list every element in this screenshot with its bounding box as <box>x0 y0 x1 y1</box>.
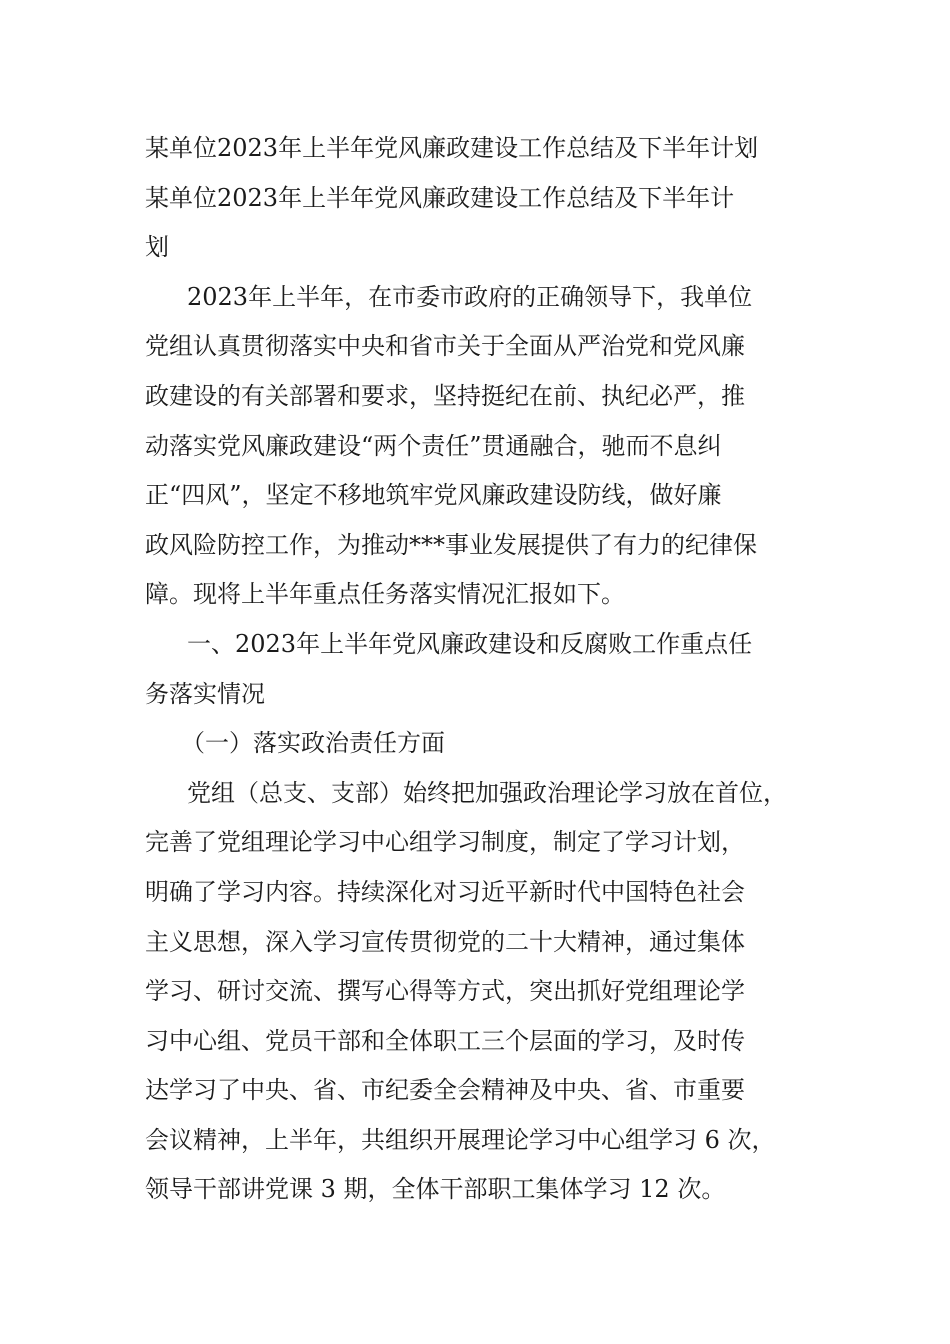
document-title: 某单位2023年上半年党风廉政建设工作总结及下半年计划 <box>145 134 759 162</box>
paragraph-line: 学习、研讨交流、撰写心得等方式，突出抓好党组理论学 <box>145 977 745 1006</box>
paragraph-line: 达学习了中央、省、市纪委全会精神及中央、省、市重要 <box>145 1076 745 1105</box>
paragraph-line: 领导干部讲党课 3 期，全体干部职工集体学习 12 次。 <box>145 1175 726 1204</box>
document-title-repeat-end: 划 <box>145 233 169 262</box>
paragraph-line: 政风险防控工作，为推动***事业发展提供了有力的纪律保 <box>145 530 757 559</box>
document-page <box>145 124 813 1215</box>
section-heading: 务落实情况 <box>145 679 265 708</box>
paragraph-line: 障。现将上半年重点任务落实情况汇报如下。 <box>145 580 625 609</box>
paragraph-line: 政建设的有关部署和要求，坚持挺纪在前、执纪必严，推 <box>145 381 745 410</box>
subsection-heading: （一）落实政治责任方面 <box>181 729 445 758</box>
paragraph-line: 主义思想，深入学习宣传贯彻党的二十大精神，通过集体 <box>145 927 745 956</box>
paragraph-line: 正“四风”，坚定不移地筑牢党风廉政建设防线，做好廉 <box>145 481 722 510</box>
paragraph-line: 动落实党风廉政建设“两个责任”贯通融合，驰而不息纠 <box>145 431 722 460</box>
paragraph-line: 党组（总支、支部）始终把加强政治理论学习放在首位， <box>187 778 787 807</box>
paragraph-line: 2023年上半年，在市委市政府的正确领导下，我单位 <box>187 282 753 311</box>
paragraph-line: 明确了学习内容。持续深化对习近平新时代中国特色社会 <box>145 877 745 906</box>
paragraph-line: 党组认真贯彻落实中央和省市关于全面从严治党和党风廉 <box>145 332 745 361</box>
document-title-repeat: 某单位2023年上半年党风廉政建设工作总结及下半年计 <box>145 183 735 212</box>
section-heading: 一、2023年上半年党风廉政建设和反腐败工作重点任 <box>187 629 753 658</box>
paragraph-line: 习中心组、党员干部和全体职工三个层面的学习，及时传 <box>145 1026 745 1055</box>
paragraph-line: 完善了党组理论学习中心组学习制度，制定了学习计划， <box>145 828 745 857</box>
paragraph-line: 会议精神，上半年，共组织开展理论学习中心组学习 6 次， <box>145 1125 776 1154</box>
